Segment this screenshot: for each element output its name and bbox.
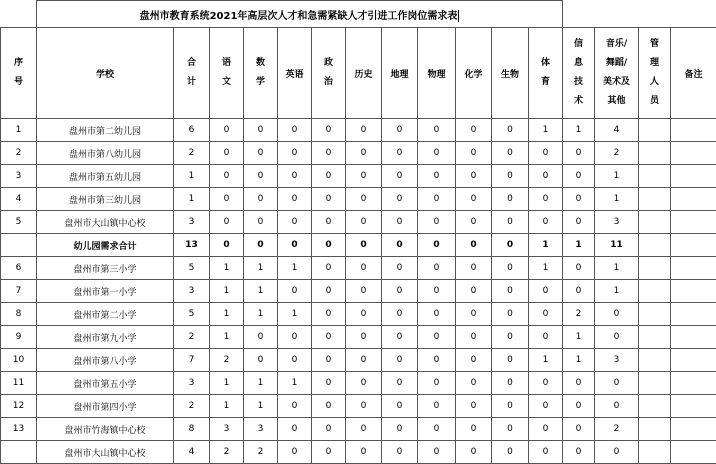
- value-cell[interactable]: 2: [210, 441, 244, 464]
- value-cell[interactable]: 0: [529, 418, 563, 441]
- value-cell[interactable]: 0: [346, 395, 382, 418]
- table-row: [1, 303, 716, 326]
- value-cell[interactable]: 0: [244, 211, 278, 234]
- value-cell[interactable]: 0: [382, 326, 418, 349]
- value-cell[interactable]: 0: [312, 211, 346, 234]
- value-cell[interactable]: 0: [563, 257, 595, 280]
- value-cell[interactable]: 3: [244, 418, 278, 441]
- value-cell[interactable]: 2: [210, 349, 244, 372]
- value-cell[interactable]: 3: [174, 372, 210, 395]
- value-cell[interactable]: 0: [418, 280, 456, 303]
- remark-cell[interactable]: [671, 211, 716, 234]
- school-cell[interactable]: 盘州市第五小学: [37, 372, 174, 395]
- value-cell[interactable]: 1: [244, 280, 278, 303]
- remark-cell[interactable]: [671, 303, 716, 326]
- value-cell[interactable]: 1: [529, 257, 563, 280]
- title-row: [1, 1, 716, 28]
- header-it[interactable]: 信 息 技 术: [563, 28, 595, 119]
- school-cell[interactable]: 盘州市第九小学: [37, 326, 174, 349]
- value-cell[interactable]: 1: [278, 303, 312, 326]
- value-cell[interactable]: 0: [563, 441, 595, 464]
- value-cell[interactable]: 0: [346, 441, 382, 464]
- value-cell[interactable]: 7: [174, 349, 210, 372]
- value-cell[interactable]: 0: [244, 349, 278, 372]
- remark-cell[interactable]: [671, 119, 716, 142]
- value-cell[interactable]: 1: [529, 119, 563, 142]
- remark-cell[interactable]: [671, 349, 716, 372]
- header-biology[interactable]: 生物: [492, 28, 529, 119]
- value-cell[interactable]: 0: [244, 234, 278, 257]
- remark-cell[interactable]: [671, 326, 716, 349]
- value-cell[interactable]: 0: [418, 418, 456, 441]
- value-cell[interactable]: 0: [456, 188, 492, 211]
- value-cell[interactable]: 0: [418, 234, 456, 257]
- seq-cell[interactable]: 3: [1, 165, 37, 188]
- value-cell[interactable]: 1: [563, 234, 595, 257]
- value-cell[interactable]: 0: [210, 211, 244, 234]
- value-cell[interactable]: 0: [244, 188, 278, 211]
- value-cell[interactable]: 0: [278, 234, 312, 257]
- value-cell[interactable]: 1: [244, 303, 278, 326]
- table-title[interactable]: 盘州市教育系统2021年高层次人才和急需紧缺人才引进工作岗位需求表: [37, 1, 563, 28]
- value-cell[interactable]: 0: [382, 349, 418, 372]
- remark-cell[interactable]: [671, 257, 716, 280]
- value-cell[interactable]: 0: [456, 418, 492, 441]
- header-remark[interactable]: 备注: [671, 28, 716, 119]
- value-cell[interactable]: 0: [563, 211, 595, 234]
- school-cell[interactable]: 盘州市第八幼儿园: [37, 142, 174, 165]
- value-cell[interactable]: 0: [382, 303, 418, 326]
- value-cell[interactable]: 0: [210, 234, 244, 257]
- value-cell[interactable]: 0: [312, 280, 346, 303]
- value-cell[interactable]: 0: [456, 349, 492, 372]
- header-history[interactable]: 历史: [346, 28, 382, 119]
- text-cursor: [458, 10, 459, 22]
- value-cell[interactable]: 1: [529, 349, 563, 372]
- value-cell[interactable]: 0: [492, 326, 529, 349]
- value-cell[interactable]: 0: [346, 119, 382, 142]
- value-cell[interactable]: 0: [456, 234, 492, 257]
- seq-cell[interactable]: 12: [1, 395, 37, 418]
- value-cell[interactable]: 0: [492, 119, 529, 142]
- seq-cell[interactable]: 1: [1, 119, 37, 142]
- remark-cell[interactable]: [671, 188, 716, 211]
- value-cell[interactable]: 0: [418, 119, 456, 142]
- value-cell[interactable]: 0: [210, 142, 244, 165]
- value-cell[interactable]: 0: [492, 234, 529, 257]
- seq-cell[interactable]: [1, 441, 37, 464]
- value-cell[interactable]: 0: [595, 326, 639, 349]
- value-cell[interactable]: 3: [595, 349, 639, 372]
- value-cell[interactable]: 0: [418, 303, 456, 326]
- header-geography[interactable]: 地理: [382, 28, 418, 119]
- remark-cell[interactable]: [671, 395, 716, 418]
- value-cell[interactable]: 0: [312, 349, 346, 372]
- value-cell[interactable]: 0: [456, 119, 492, 142]
- header-total[interactable]: 合 计: [174, 28, 210, 119]
- table-row: [1, 280, 716, 303]
- value-cell[interactable]: 0: [346, 211, 382, 234]
- value-cell[interactable]: 0: [492, 349, 529, 372]
- value-cell[interactable]: 0: [346, 257, 382, 280]
- value-cell[interactable]: 0: [278, 188, 312, 211]
- value-cell[interactable]: 0: [382, 188, 418, 211]
- value-cell[interactable]: 1: [174, 188, 210, 211]
- value-cell[interactable]: 0: [312, 326, 346, 349]
- value-cell[interactable]: 0: [346, 165, 382, 188]
- value-cell[interactable]: 0: [492, 211, 529, 234]
- value-cell[interactable]: 3: [174, 211, 210, 234]
- value-cell[interactable]: 1: [595, 257, 639, 280]
- value-cell[interactable]: 0: [346, 372, 382, 395]
- value-cell[interactable]: 0: [382, 211, 418, 234]
- table-row: [1, 257, 716, 280]
- value-cell[interactable]: 0: [382, 418, 418, 441]
- remark-cell[interactable]: [671, 234, 716, 257]
- value-cell[interactable]: 1: [529, 234, 563, 257]
- admin-cell[interactable]: [639, 372, 671, 395]
- seq-cell[interactable]: 10: [1, 349, 37, 372]
- value-cell[interactable]: 0: [382, 234, 418, 257]
- value-cell[interactable]: 0: [346, 303, 382, 326]
- header-chemistry[interactable]: 化学: [456, 28, 492, 119]
- value-cell[interactable]: 0: [382, 395, 418, 418]
- school-cell[interactable]: 盘州市竹海镇中心校: [37, 418, 174, 441]
- value-cell[interactable]: 0: [210, 165, 244, 188]
- value-cell[interactable]: 0: [278, 395, 312, 418]
- value-cell[interactable]: 0: [418, 257, 456, 280]
- value-cell[interactable]: 0: [346, 188, 382, 211]
- value-cell[interactable]: 0: [529, 395, 563, 418]
- admin-cell[interactable]: [639, 280, 671, 303]
- value-cell[interactable]: 1: [174, 165, 210, 188]
- admin-cell[interactable]: [639, 142, 671, 165]
- value-cell[interactable]: 0: [456, 280, 492, 303]
- value-cell[interactable]: 0: [492, 303, 529, 326]
- school-cell[interactable]: 盘州市第五幼儿园: [37, 165, 174, 188]
- value-cell[interactable]: 0: [382, 280, 418, 303]
- value-cell[interactable]: 0: [529, 326, 563, 349]
- value-cell[interactable]: 1: [563, 349, 595, 372]
- value-cell[interactable]: 2: [595, 142, 639, 165]
- admin-cell[interactable]: [639, 188, 671, 211]
- value-cell[interactable]: 0: [456, 303, 492, 326]
- remark-cell[interactable]: [671, 441, 716, 464]
- value-cell[interactable]: 1: [278, 257, 312, 280]
- value-cell[interactable]: 0: [563, 142, 595, 165]
- admin-cell[interactable]: [639, 441, 671, 464]
- value-cell[interactable]: 0: [312, 395, 346, 418]
- value-cell[interactable]: 0: [418, 372, 456, 395]
- seq-cell[interactable]: 8: [1, 303, 37, 326]
- school-cell[interactable]: 盘州市第四小学: [37, 395, 174, 418]
- table-row: [1, 326, 716, 349]
- value-cell[interactable]: 0: [563, 188, 595, 211]
- value-cell[interactable]: 0: [312, 303, 346, 326]
- value-cell[interactable]: 1: [210, 303, 244, 326]
- remark-cell[interactable]: [671, 165, 716, 188]
- value-cell[interactable]: 5: [174, 257, 210, 280]
- school-cell[interactable]: 盘州市大山镇中心校: [37, 211, 174, 234]
- value-cell[interactable]: 0: [278, 349, 312, 372]
- table-row: [1, 211, 716, 234]
- value-cell[interactable]: 2: [174, 326, 210, 349]
- value-cell[interactable]: 3: [595, 211, 639, 234]
- admin-cell[interactable]: [639, 165, 671, 188]
- value-cell[interactable]: 1: [595, 280, 639, 303]
- value-cell[interactable]: 1: [244, 395, 278, 418]
- value-cell[interactable]: 1: [595, 188, 639, 211]
- value-cell[interactable]: 0: [456, 441, 492, 464]
- value-cell[interactable]: 0: [529, 303, 563, 326]
- value-cell[interactable]: 0: [529, 211, 563, 234]
- value-cell[interactable]: 2: [174, 142, 210, 165]
- value-cell[interactable]: 0: [529, 441, 563, 464]
- value-cell[interactable]: 0: [278, 280, 312, 303]
- value-cell[interactable]: 0: [492, 188, 529, 211]
- seq-cell[interactable]: 5: [1, 211, 37, 234]
- header-math[interactable]: 数 学: [244, 28, 278, 119]
- value-cell[interactable]: 0: [563, 280, 595, 303]
- value-cell[interactable]: 0: [382, 119, 418, 142]
- remark-cell[interactable]: [671, 418, 716, 441]
- value-cell[interactable]: 0: [312, 142, 346, 165]
- value-cell[interactable]: 0: [278, 165, 312, 188]
- value-cell[interactable]: 0: [244, 142, 278, 165]
- value-cell[interactable]: 0: [382, 372, 418, 395]
- school-cell[interactable]: 盘州市第八小学: [37, 349, 174, 372]
- seq-cell[interactable]: 2: [1, 142, 37, 165]
- value-cell[interactable]: 0: [244, 326, 278, 349]
- table-row: [1, 395, 716, 418]
- value-cell[interactable]: 0: [382, 441, 418, 464]
- header-admin[interactable]: 管 理 人 员: [639, 28, 671, 119]
- value-cell[interactable]: 0: [312, 234, 346, 257]
- value-cell[interactable]: 0: [382, 257, 418, 280]
- value-cell[interactable]: 0: [456, 165, 492, 188]
- value-cell[interactable]: 0: [312, 441, 346, 464]
- value-cell[interactable]: 0: [563, 165, 595, 188]
- value-cell[interactable]: 0: [346, 418, 382, 441]
- value-cell[interactable]: 0: [563, 395, 595, 418]
- value-cell[interactable]: 0: [278, 211, 312, 234]
- admin-cell[interactable]: [639, 303, 671, 326]
- school-cell[interactable]: 盘州市第二幼儿园: [37, 119, 174, 142]
- admin-cell[interactable]: [639, 119, 671, 142]
- value-cell[interactable]: 11: [595, 234, 639, 257]
- value-cell[interactable]: 0: [312, 372, 346, 395]
- school-cell[interactable]: 盘州市第三幼儿园: [37, 188, 174, 211]
- header-politics[interactable]: 政 治: [312, 28, 346, 119]
- value-cell[interactable]: 0: [492, 372, 529, 395]
- value-cell[interactable]: 0: [456, 372, 492, 395]
- value-cell[interactable]: 0: [418, 142, 456, 165]
- value-cell[interactable]: 0: [278, 418, 312, 441]
- seq-cell[interactable]: 9: [1, 326, 37, 349]
- value-cell[interactable]: 0: [563, 418, 595, 441]
- value-cell[interactable]: 2: [595, 418, 639, 441]
- value-cell[interactable]: 0: [492, 418, 529, 441]
- value-cell[interactable]: 4: [174, 441, 210, 464]
- value-cell[interactable]: 0: [418, 326, 456, 349]
- remark-cell[interactable]: [671, 280, 716, 303]
- value-cell[interactable]: 0: [492, 165, 529, 188]
- admin-cell[interactable]: [639, 211, 671, 234]
- value-cell[interactable]: 0: [244, 165, 278, 188]
- value-cell[interactable]: 0: [244, 119, 278, 142]
- value-cell[interactable]: 0: [529, 188, 563, 211]
- value-cell[interactable]: 2: [563, 303, 595, 326]
- seq-cell[interactable]: 6: [1, 257, 37, 280]
- value-cell[interactable]: 0: [278, 326, 312, 349]
- value-cell[interactable]: 0: [456, 257, 492, 280]
- seq-cell[interactable]: [1, 234, 37, 257]
- value-cell[interactable]: 1: [210, 326, 244, 349]
- value-cell[interactable]: 0: [529, 142, 563, 165]
- table-row: [1, 418, 716, 441]
- header-row: [1, 28, 716, 119]
- value-cell[interactable]: 1: [210, 257, 244, 280]
- header-school[interactable]: 学校: [37, 28, 174, 119]
- table-row: [1, 142, 716, 165]
- value-cell[interactable]: 1: [595, 165, 639, 188]
- value-cell[interactable]: 3: [174, 280, 210, 303]
- value-cell[interactable]: 0: [346, 326, 382, 349]
- seq-cell[interactable]: 13: [1, 418, 37, 441]
- value-cell[interactable]: 0: [595, 303, 639, 326]
- admin-cell[interactable]: [639, 234, 671, 257]
- value-cell[interactable]: 1: [210, 395, 244, 418]
- value-cell[interactable]: 13: [174, 234, 210, 257]
- value-cell[interactable]: 0: [492, 441, 529, 464]
- table-row: [1, 165, 716, 188]
- admin-cell[interactable]: [639, 349, 671, 372]
- table-row: [1, 349, 716, 372]
- value-cell[interactable]: 0: [595, 372, 639, 395]
- table-row: [1, 188, 716, 211]
- value-cell[interactable]: 0: [456, 395, 492, 418]
- value-cell[interactable]: 0: [346, 280, 382, 303]
- value-cell[interactable]: 0: [529, 372, 563, 395]
- header-seq[interactable]: 序 号: [1, 28, 37, 119]
- seq-cell[interactable]: 11: [1, 372, 37, 395]
- value-cell[interactable]: 0: [312, 165, 346, 188]
- value-cell[interactable]: 0: [210, 188, 244, 211]
- value-cell[interactable]: 0: [346, 349, 382, 372]
- value-cell[interactable]: 8: [174, 418, 210, 441]
- school-cell[interactable]: 盘州市大山镇中心校: [37, 441, 174, 464]
- value-cell[interactable]: 0: [312, 257, 346, 280]
- admin-cell[interactable]: [639, 395, 671, 418]
- value-cell[interactable]: 6: [174, 119, 210, 142]
- value-cell[interactable]: 0: [346, 142, 382, 165]
- header-pe[interactable]: 体 育: [529, 28, 563, 119]
- value-cell[interactable]: 0: [595, 395, 639, 418]
- value-cell[interactable]: 2: [244, 441, 278, 464]
- value-cell[interactable]: 0: [312, 188, 346, 211]
- value-cell[interactable]: 1: [244, 372, 278, 395]
- value-cell[interactable]: 5: [174, 303, 210, 326]
- value-cell[interactable]: 1: [210, 372, 244, 395]
- value-cell[interactable]: 1: [563, 119, 595, 142]
- table-row: [1, 372, 716, 395]
- value-cell[interactable]: 0: [210, 119, 244, 142]
- school-cell[interactable]: 幼儿园需求合计: [37, 234, 174, 257]
- value-cell[interactable]: 0: [418, 349, 456, 372]
- value-cell[interactable]: 4: [595, 119, 639, 142]
- value-cell[interactable]: 0: [563, 372, 595, 395]
- value-cell[interactable]: 0: [278, 142, 312, 165]
- value-cell[interactable]: 0: [418, 188, 456, 211]
- value-cell[interactable]: 0: [529, 280, 563, 303]
- admin-cell[interactable]: [639, 257, 671, 280]
- value-cell[interactable]: 0: [418, 211, 456, 234]
- school-cell[interactable]: 盘州市第一小学: [37, 280, 174, 303]
- value-cell[interactable]: 0: [312, 418, 346, 441]
- table-row: [1, 441, 716, 464]
- header-chinese[interactable]: 语 文: [210, 28, 244, 119]
- seq-cell[interactable]: 7: [1, 280, 37, 303]
- value-cell[interactable]: 0: [278, 441, 312, 464]
- value-cell[interactable]: 0: [595, 441, 639, 464]
- value-cell[interactable]: 0: [492, 142, 529, 165]
- value-cell[interactable]: 0: [418, 441, 456, 464]
- value-cell[interactable]: 1: [244, 257, 278, 280]
- value-cell[interactable]: 0: [418, 395, 456, 418]
- seq-cell[interactable]: 4: [1, 188, 37, 211]
- header-english[interactable]: 英语: [278, 28, 312, 119]
- value-cell[interactable]: 3: [210, 418, 244, 441]
- value-cell[interactable]: 0: [529, 165, 563, 188]
- value-cell[interactable]: 0: [278, 119, 312, 142]
- value-cell[interactable]: 0: [456, 211, 492, 234]
- admin-cell[interactable]: [639, 418, 671, 441]
- value-cell[interactable]: 0: [346, 234, 382, 257]
- value-cell[interactable]: 1: [210, 280, 244, 303]
- value-cell[interactable]: 0: [382, 142, 418, 165]
- school-cell[interactable]: 盘州市第三小学: [37, 257, 174, 280]
- value-cell[interactable]: 0: [456, 326, 492, 349]
- header-arts[interactable]: 音乐/ 舞蹈/ 美术及 其他: [595, 28, 639, 119]
- remark-cell[interactable]: [671, 142, 716, 165]
- table-row: [1, 119, 716, 142]
- value-cell[interactable]: 0: [456, 142, 492, 165]
- value-cell[interactable]: 1: [278, 372, 312, 395]
- value-cell[interactable]: 0: [492, 395, 529, 418]
- value-cell[interactable]: 0: [492, 280, 529, 303]
- school-cell[interactable]: 盘州市第二小学: [37, 303, 174, 326]
- value-cell[interactable]: 0: [382, 165, 418, 188]
- value-cell[interactable]: 1: [563, 326, 595, 349]
- subtotal-row: [1, 234, 716, 257]
- admin-cell[interactable]: [639, 326, 671, 349]
- header-physics[interactable]: 物理: [418, 28, 456, 119]
- value-cell[interactable]: 2: [174, 395, 210, 418]
- value-cell[interactable]: 0: [492, 257, 529, 280]
- value-cell[interactable]: 0: [418, 165, 456, 188]
- remark-cell[interactable]: [671, 372, 716, 395]
- value-cell[interactable]: 0: [312, 119, 346, 142]
